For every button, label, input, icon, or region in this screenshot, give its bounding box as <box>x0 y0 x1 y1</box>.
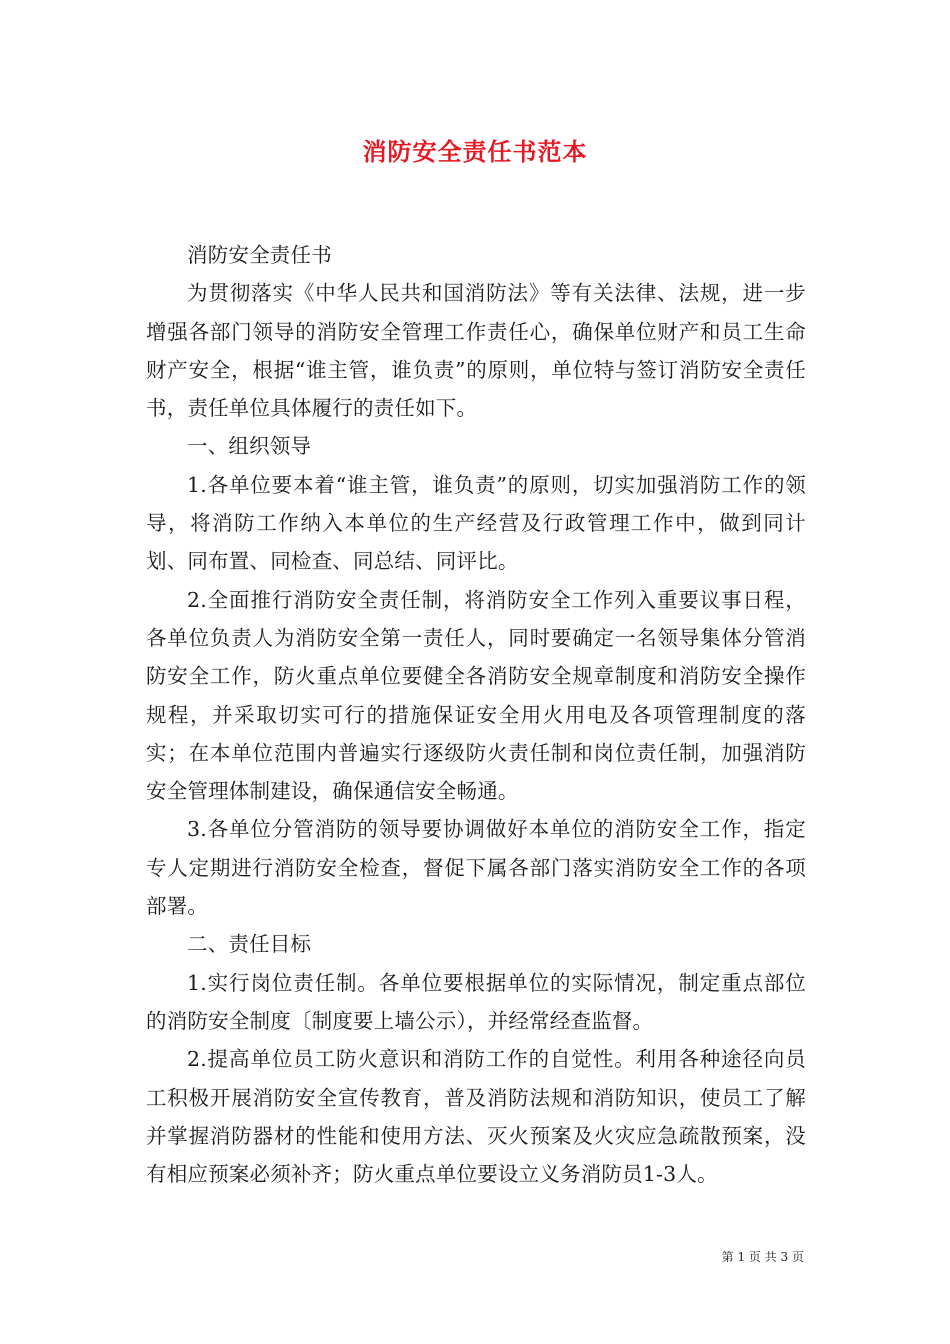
section-heading-organization: 一、组织领导 <box>187 434 312 459</box>
paragraph-org-2: 2.全面推行消防安全责任制，将消防安全工作列入重要议事日程，各单位负责人为消防安全第一责任人，同时要确定一名领导集体分管消防安全工作，防火重点单位要健全各消防安全规章制度和消防安全操作规程，并采取切实可行的措施保证安全用火用电及各项管理制度的落实；在本单位范围内普遍实行逐级防火责任制和岗位责任制，加强消防安全管理体制建设，确保通信安全畅通。 <box>146 587 806 804</box>
paragraph-org-3: 3.各单位分管消防的领导要协调做好本单位的消防安全工作，指定专人定期进行消防安全检查，督促下属各部门落实消防安全工作的各项部署。 <box>146 817 806 919</box>
paragraph-heading: 消防安全责任书 <box>187 243 332 267</box>
paragraph-goal-2: 2.提高单位员工防火意识和消防工作的自觉性。利用各种途径向员工积极开展消防安全宣传教育，普及消防法规和消防知识，使员工了解并掌握消防器材的性能和使用方法、灭火预案及火灾应急疏散预案，没有相应预案必须补齐；防火重点单位要设立义务消防员1-3人。 <box>146 1047 806 1187</box>
document-body <box>146 236 806 1193</box>
paragraph-goal-1: 1.实行岗位责任制。各单位要根据单位的实际情况，制定重点部位的消防安全制度〔制度要上墙公示），并经常经查监督。 <box>146 970 806 1033</box>
paragraph-org-1: 1.各单位要本着“谁主管，谁负责”的原则，切实加强消防工作的领导，将消防工作纳入本单位的生产经营及行政管理工作中，做到同计划、同布置、同检查、同总结、同评比。 <box>146 472 806 574</box>
page-number: 第 1 页 共 3 页 <box>721 1250 804 1264</box>
section-heading-goals: 二、责任目标 <box>187 932 312 957</box>
document-title: 消防安全责任书范本 <box>362 137 588 166</box>
paragraph-intro: 为贯彻落实《中华人民共和国消防法》等有关法律、法规，进一步增强各部门领导的消防安全管理工作责任心，确保单位财产和员工生命财产安全，根据“谁主管，谁负责”的原则，单位特与签订消防安全责任书，责任单位具体履行的责任如下。 <box>146 281 806 421</box>
